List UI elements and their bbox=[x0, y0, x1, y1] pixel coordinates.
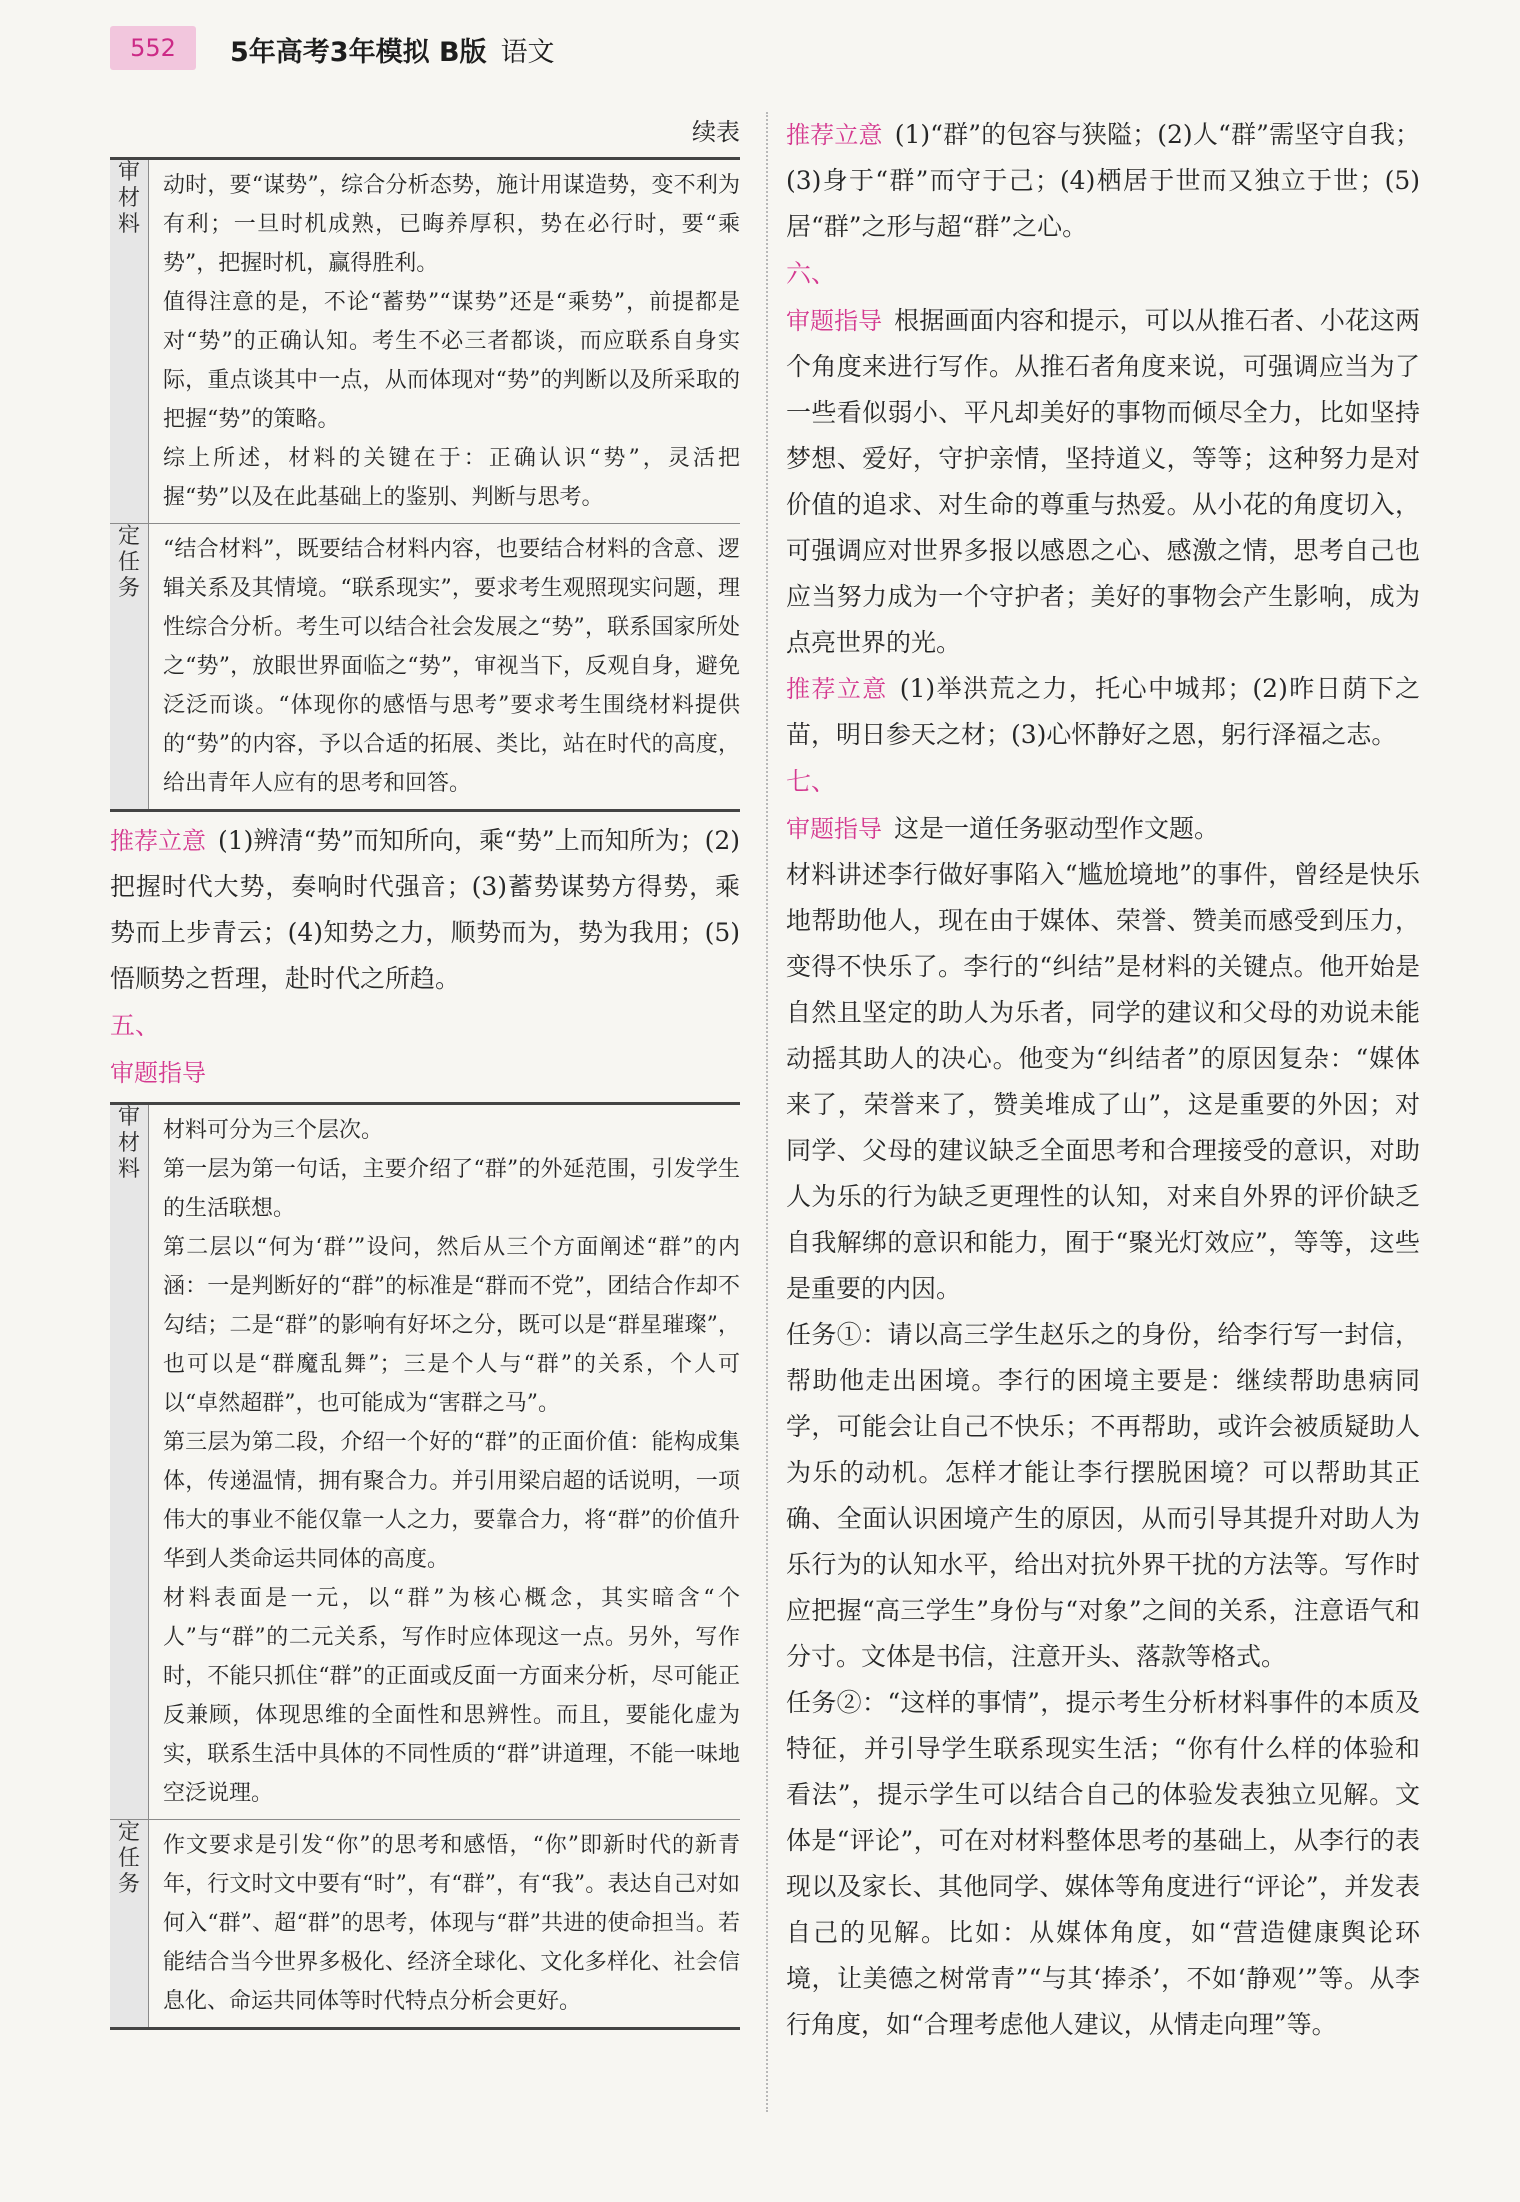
page-header bbox=[0, 0, 1520, 100]
table-paragraph: 动时，要“谋势”，综合分析态势，施计用谋造势，变不利为有利；一旦时机成熟，已晦养厚积，势在必行时，要“乘势”，把握时机，赢得胜利。 bbox=[163, 173, 740, 276]
guide-seven bbox=[786, 806, 1420, 852]
table-row bbox=[110, 524, 740, 811]
table-paragraph: 材料可分为三个层次。 bbox=[163, 1118, 384, 1143]
guide-text: 根据画面内容和提示，可以从推石者、小花这两个角度来进行写作。从推石者角度来说，可强调应当为了一些看似弱小、平凡却美好的事物而倾尽全力，比如坚持梦想、爱好，守护亲情，坚持道义，等等；这种努力是对价值的追求、对生命的尊重与热爱。从小花的角度切入，可强调应对世界多报以感恩之心、感激之情，思考自己也应当努力成为一个守护者；美好的事物会产生影响，成为点亮世界的光。 bbox=[786, 306, 1420, 657]
page-number: 552 bbox=[110, 26, 196, 70]
recommended-theme-6 bbox=[786, 666, 1420, 758]
table-paragraph: 材料表面是一元，以“群”为核心概念，其实暗含“个人”与“群”的二元关系，写作时应体现这一点。另外，写作时，不能只抓住“群”的正面或反面一方面来分析，尽可能正反兼顾，体现思维的全面性和思辨性。而且，要能化虚为实，联系生活中具体的不同性质的“群”讲道理，不能一味地空泛说理。 bbox=[163, 1586, 740, 1806]
rec-text: (1)“群”的包容与狭隘；(2)人“群”需坚守自我；(3)身于“群”而守于己；(4)栖居于世而又独立于世；(5)居“群”之形与超“群”之心。 bbox=[786, 120, 1421, 241]
row-content bbox=[149, 1104, 741, 1820]
body-paragraph: 任务①：请以高三学生赵乐之的身份，给李行写一封信，帮助他走出困境。李行的困境主要是：继续帮助患病同学，可能会让自己不快乐；不再帮助，或许会被质疑助人为乐的动机。怎样才能让李行摆脱困境？可以帮助其正确、全面认识困境产生的原因，从而引导其提升对助人为乐行为的认知水平，给出对抗外界干扰的方法等。写作时应把握“高三学生”身份与“对象”之间的关系，注意语气和分寸。文体是书信，注意开头、落款等格式。 bbox=[786, 1320, 1420, 1671]
book-title-text: 5年高考3年模拟 B版 bbox=[230, 37, 487, 68]
row-label-cell bbox=[110, 524, 149, 811]
row-content bbox=[149, 524, 741, 811]
table-paragraph: 综上所述，材料的关键在于：正确认识“势”，灵活把握“势”以及在此基础上的鉴别、判断与思考。 bbox=[163, 446, 740, 510]
table-paragraph: 第二层以“何为‘群’”设问，然后从三个方面阐述“群”的内涵：一是判断好的“群”的标准是“群而不党”，团结合作却不勾结；二是“群”的影响有好坏之分，既可以是“群星璀璨”，也可以是“群魔乱舞”；三是个人与“群”的关系，个人可以“卓然超群”，也可能成为“害群之马”。 bbox=[163, 1235, 740, 1416]
row-label: 审材料 bbox=[117, 1105, 140, 1182]
row-label: 定任务 bbox=[117, 524, 140, 601]
table-paragraph: 第一层为第一句话，主要介绍了“群”的外延范围，引发学生的生活联想。 bbox=[163, 1157, 740, 1221]
recommended-theme-4 bbox=[110, 818, 740, 1002]
guide-text: 这是一道任务驱动型作文题。 bbox=[894, 814, 1220, 843]
table-row bbox=[110, 1104, 740, 1820]
section-five-heading: 五、 bbox=[110, 1011, 161, 1040]
analysis-table-5 bbox=[110, 1102, 740, 2030]
section-five-guide-tag: 审题指导 bbox=[110, 1059, 206, 1087]
section-six-heading: 六、 bbox=[786, 259, 837, 288]
row-content bbox=[149, 1820, 741, 2029]
guide-tag: 审题指导 bbox=[786, 815, 882, 843]
book-title bbox=[230, 30, 555, 69]
table-paragraph: 作文要求是引发“你”的思考和感悟，“你”即新时代的新青年，行文时文中要有“时”，有“群”，有“我”。表达自己对如何入“群”、超“群”的思考，体现与“群”共进的使命担当。若能结合当今世界多极化、经济全球化、文化多样化、社会信息化、命运共同体等时代特点分析会更好。 bbox=[163, 1833, 740, 2014]
right-column bbox=[786, 112, 1420, 2048]
book-subject: 语文 bbox=[500, 37, 555, 68]
table-row bbox=[110, 1820, 740, 2029]
rec-tag: 推荐立意 bbox=[786, 121, 883, 149]
guide-six bbox=[786, 298, 1420, 666]
table-paragraph: 第三层为第二段，介绍一个好的“群”的正面价值：能构成集体，传递温情，拥有聚合力。并引用梁启超的话说明，一项伟大的事业不能仅靠一人之力，要靠合力，将“群”的价值升华到人类命运共同体的高度。 bbox=[163, 1430, 740, 1572]
guide-tag: 审题指导 bbox=[786, 307, 883, 335]
row-label: 审材料 bbox=[117, 160, 140, 237]
row-label: 定任务 bbox=[117, 1820, 140, 1897]
rec-tag: 推荐立意 bbox=[110, 827, 207, 855]
row-label-cell bbox=[110, 159, 149, 524]
body-paragraph: 任务②：“这样的事情”，提示考生分析材料事件的本质及特征，并引导学生联系现实生活；“你有什么样的体验和看法”，提示学生可以结合自己的体验发表独立见解。文体是“评论”，可在对材料整体思考的基础上，从李行的表现以及家长、其他同学、媒体等角度进行“评论”，并发表自己的见解。比如：从媒体角度，如“营造健康舆论环境，让美德之树常青”“与其‘捧杀’，不如‘静观’”等。从李行角度，如“合理考虑他人建议，从情走向理”等。 bbox=[786, 1688, 1420, 2039]
rec-text: (1)辨清“势”而知所向，乘“势”上而知所为；(2)把握时代大势，奏响时代强音；(3)蓄势谋势方得势，乘势而上步青云；(4)知势之力，顺势而为，势为我用；(5)悟顺势之哲理，赴时代之所趋。 bbox=[110, 826, 741, 993]
recommended-theme-5 bbox=[786, 112, 1420, 250]
column-divider bbox=[766, 112, 768, 2112]
body-paragraph: 材料讲述李行做好事陷入“尴尬境地”的事件，曾经是快乐地帮助他人，现在由于媒体、荣誉、赞美而感受到压力，变得不快乐了。李行的“纠结”是材料的关键点。他开始是自然且坚定的助人为乐者，同学的建议和父母的劝说未能动摇其助人的决心。他变为“纠结者”的原因复杂：“媒体来了，荣誉来了，赞美堆成了山”，这是重要的外因；对同学、父母的建议缺乏全面思考和合理接受的意识，对助人为乐的行为缺乏更理性的认知，对来自外界的评价缺乏自我解绑的意识和能力，囿于“聚光灯效应”，等等，这些是重要的内因。 bbox=[786, 860, 1420, 1303]
rec-text: (1)举洪荒之力，托心中城邦；(2)昨日荫下之苗，明日参天之材；(3)心怀静好之恩，躬行泽福之志。 bbox=[786, 674, 1421, 749]
table-row bbox=[110, 159, 740, 524]
rec-tag: 推荐立意 bbox=[786, 675, 888, 703]
table-paragraph: 值得注意的是，不论“蓄势”“谋势”还是“乘势”，前提都是对“势”的正确认知。考生不必三者都谈，而应联系自身实际，重点谈其中一点，从而体现对“势”的判断以及所采取的把握“势”的策略。 bbox=[163, 290, 740, 432]
table-paragraph: “结合材料”，既要结合材料内容，也要结合材料的含意、逻辑关系及其情境。“联系现实”，要求考生观照现实问题，理性综合分析。考生可以结合社会发展之“势”，联系国家所处之“势”，放眼世界面临之“势”，审视当下，反观自身，避免泛泛而谈。“体现你的感悟与思考”要求考生围绕材料提供的“势”的内容，予以合适的拓展、类比，站在时代的高度，给出青年人应有的思考和回答。 bbox=[163, 537, 740, 796]
row-label-cell bbox=[110, 1820, 149, 2029]
row-content bbox=[149, 159, 741, 524]
row-label-cell bbox=[110, 1104, 149, 1820]
left-column bbox=[110, 112, 740, 2030]
section-seven-heading: 七、 bbox=[786, 767, 837, 796]
continued-label: 续表 bbox=[692, 118, 740, 146]
analysis-table-4 bbox=[110, 157, 740, 812]
